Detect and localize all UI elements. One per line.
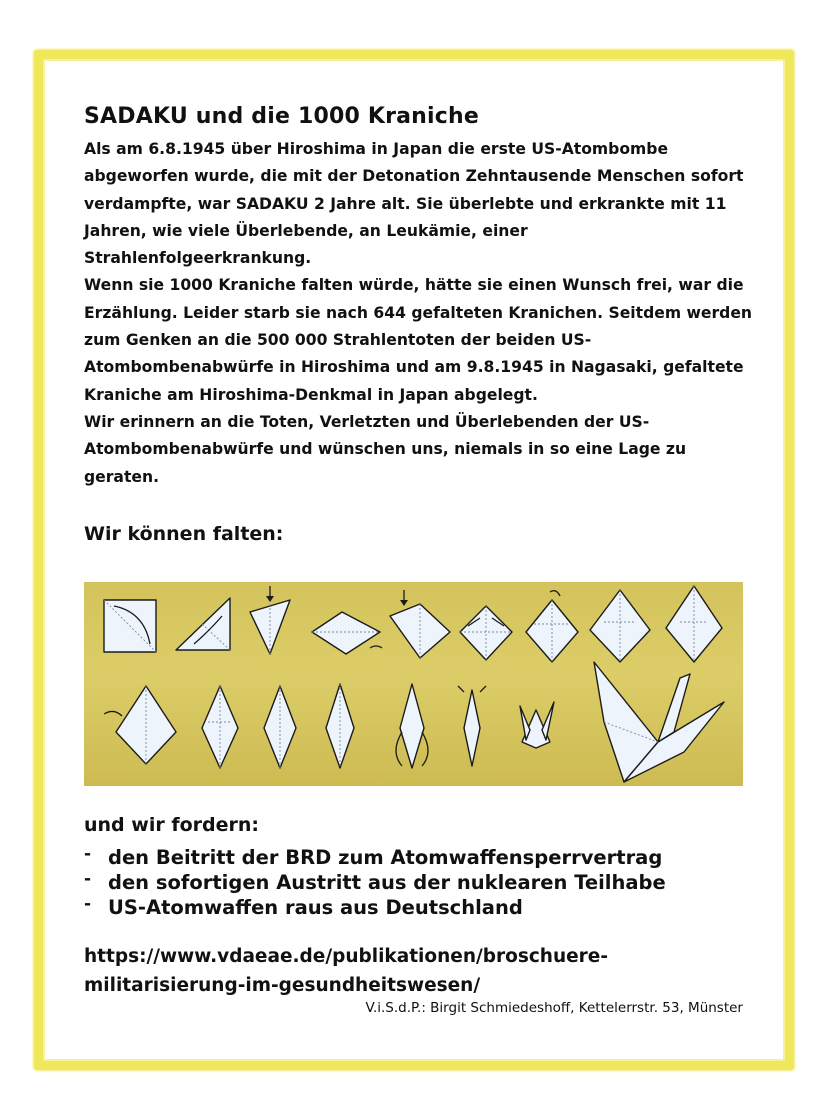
fold-step-14 [396,684,428,768]
fold-step-2 [176,598,230,650]
story-text [84,136,754,491]
bullet-dash: - [84,869,92,889]
paragraph-intro: Als am 6.8.1945 über Hiroshima in Japan die erste US-Atombombe abgeworfen wurde, die mit der Detonation Zehntausende Menschen sofort verdampfte, war SADAKU 2 Jahre alt. Sie überlebte und erkrankte mit 11 Jahren, wie viele Überlebende, an Leukämie, einer Strahlenfolgeerkrankung. [84,140,744,268]
imprint: V.i.S.d.P.: Birgit Schmiedeshoff, Kettelerrstr. 53, Münster [365,1000,743,1016]
fold-step-13 [326,684,354,768]
origami-crane-folding-steps-icon [84,582,743,786]
list-item [84,870,744,895]
fold-step-1 [104,600,156,652]
paragraph-remembrance: Wir erinnern an die Toten, Verletzten und Überlebenden der US-Atombombenabwürfe und wünschen uns, niemals in so eine Lage zu geraten. [84,412,687,486]
list-item [84,895,744,920]
paragraph-cranes: Wenn sie 1000 Kraniche falten würde, hätte sie einen Wunsch frei, war die Erzählung. Leider starb sie nach 644 gefalteten Kranichen. Seitdem werden zum Genken an die 500 000 Strahlentoten der beiden US-Atombombenabwürfe in Hiroshima und am 9.8.1945 in Nagasaki, gefaltete Kraniche am Hiroshima-Denkmal in Japan abgelegt. [84,276,753,404]
fold-step-6 [460,606,512,660]
fold-step-16 [520,702,554,748]
brochure-link[interactable]: https://www.vdaeae.de/publikationen/broschuere-militarisierung-im-gesundheitswesen/ [84,946,609,996]
demands-list [84,845,744,920]
fold-step-3 [250,586,290,654]
fold-step-4 [312,612,382,654]
fold-step-9 [666,586,722,662]
fold-heading: Wir können falten: [84,523,284,545]
fold-step-7 [526,591,578,662]
fold-step-15 [458,686,486,766]
fold-step-17-finished-crane [594,662,724,782]
fold-step-12 [264,686,296,768]
fold-step-10 [104,686,176,764]
bullet-dash: - [84,894,92,914]
demand-text: den Beitritt der BRD zum Atomwaffensperrvertrag [108,846,663,869]
demand-text: US-Atomwaffen raus aus Deutschland [108,896,523,919]
page-title: SADAKU und die 1000 Kraniche [84,104,480,129]
demand-text: den sofortigen Austritt aus der nuklearen Teilhabe [108,871,666,894]
bullet-dash: - [84,844,92,864]
fold-step-8 [590,590,650,662]
list-item [84,845,744,870]
fold-step-11 [202,686,238,768]
fold-step-5 [390,590,450,658]
demands-heading: und wir fordern: [84,814,259,836]
